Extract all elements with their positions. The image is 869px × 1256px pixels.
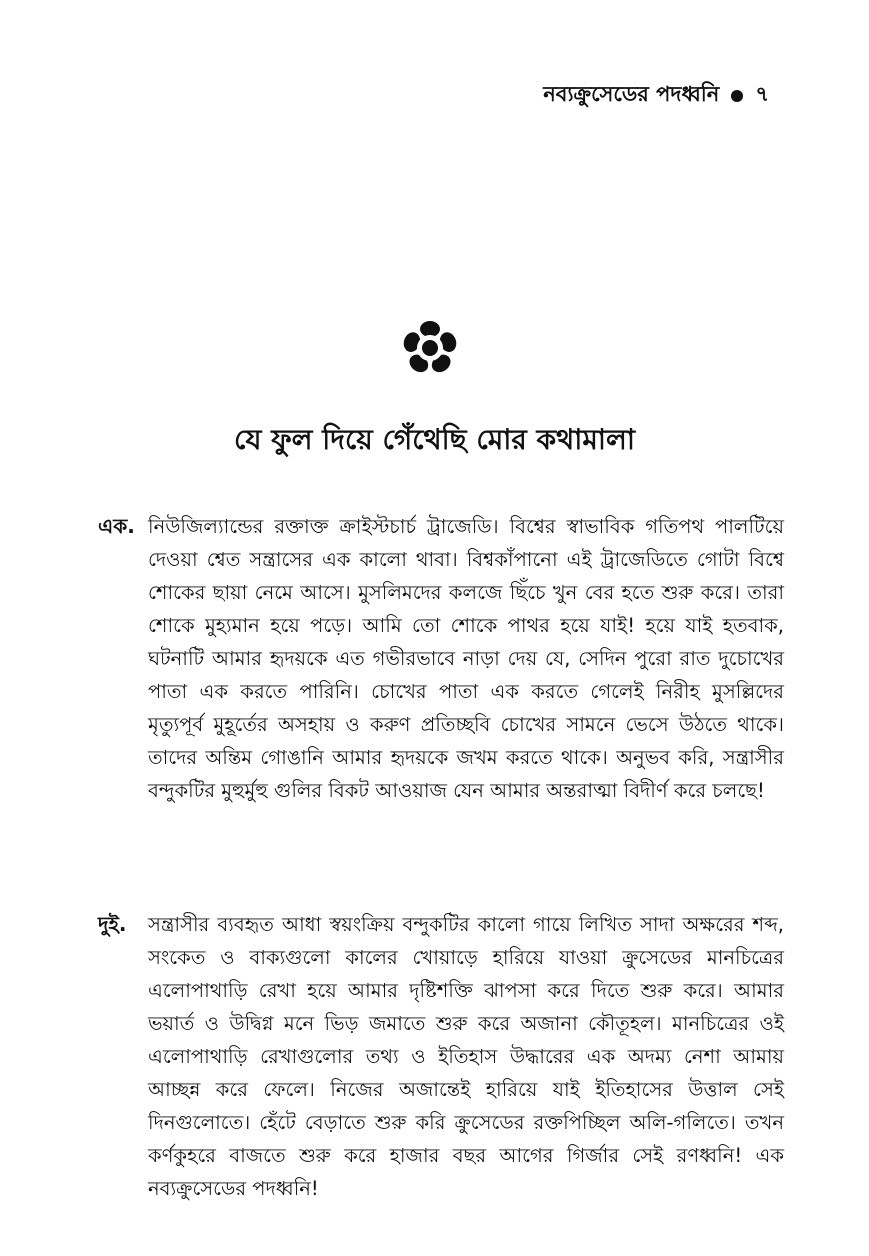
section-two-label: দুই.: [98, 912, 127, 936]
page-number: ৭: [755, 82, 769, 106]
section-one: [98, 510, 784, 807]
running-title: নব্যক্রুসেডের পদধ্বনি: [543, 82, 720, 106]
section-one-label: এক.: [98, 514, 135, 538]
section-two: [98, 908, 784, 1205]
section-two-text: সন্ত্রাসীর ব্যবহৃত আধা স্বয়ংক্রিয় বন্দুকটির কালো গায়ে লিখিত সাদা অক্ষরের শব্দ, সংকেত ও বাক্যগুলো কালের খোয়াড়ে হারিয়ে যাওয়া ক্রুসেডের মানচিত্রের এলোপাথাড়ি রেখা হয়ে আমার দৃষ্টিশক্তি ঝাপসা করে দিতে শুরু করে। আমার ভয়ার্ত ও উদ্বিগ্ন মনে ভিড় জমাতে শুরু করে অজানা কৌতূহল। মানচিত্রের ওই এলোপাথাড়ি রেখাগুলোর তথ্য ও ইতিহাস উদ্ধারের এক অদম্য নেশা আমায় আচ্ছন্ন করে ফেলে। নিজের অজান্তেই হারিয়ে যাই ইতিহাসের উত্তাল সেই দিনগুলোতে। হেঁটে বেড়াতে শুরু করি ক্রুসেডের রক্তপিচ্ছিল অলি-গলিতে। তখন কর্ণকুহরে বাজতে শুরু করে হাজার বছর আগের গির্জার সেই রণধ্বনি! এক নব্যক্রুসেডের পদধ্বনি!: [148, 913, 784, 1200]
section-one-text: নিউজিল্যান্ডের রক্তাক্ত ক্রাইস্টচার্চ ট্রাজেডি। বিশ্বের স্বাভাবিক গতিপথ পালটিয়ে দেওয়া শ্বেত সন্ত্রাসের এক কালো থাবা। বিশ্বকাঁপানো এই ট্রাজেডিতে গোটা বিশ্বে শোকের ছায়া নেমে আসে। মুসলিমদের কলজে ছিঁচে খুন বের হতে শুরু করে। তারা শোকে মুহ্যমান হয়ে পড়ে। আমি তো শোকে পাথর হয়ে যাই! হয়ে যাই হতবাক, ঘটনাটি আমার হৃদয়কে এত গভীরভাবে নাড়া দেয় যে, সেদিন পুরো রাত দুচোখের পাতা এক করতে পারিনি। চোখের পাতা এক করতে গেলেই নিরীহ মুসল্লিদের মৃত্যুপূর্ব মুহূর্তের অসহায় ও করুণ প্রতিচ্ছবি চোখের সামনে ভেসে উঠতে থাকে। তাদের অন্তিম গোঙানি আমার হৃদয়কে জখম করতে থাকে। অনুভব করি, সন্ত্রাসীর বন্দুকটির মুহুর্মুহু গুলির বিকট আওয়াজ যেন আমার অন্তরাত্মা বিদীর্ণ করে চলছে!: [148, 515, 784, 802]
bullet-icon: [731, 90, 743, 102]
flower-icon: [400, 318, 460, 378]
running-header: [543, 78, 769, 113]
chapter-title: যে ফুল দিয়ে গেঁথেছি মোর কথামালা: [233, 423, 635, 456]
